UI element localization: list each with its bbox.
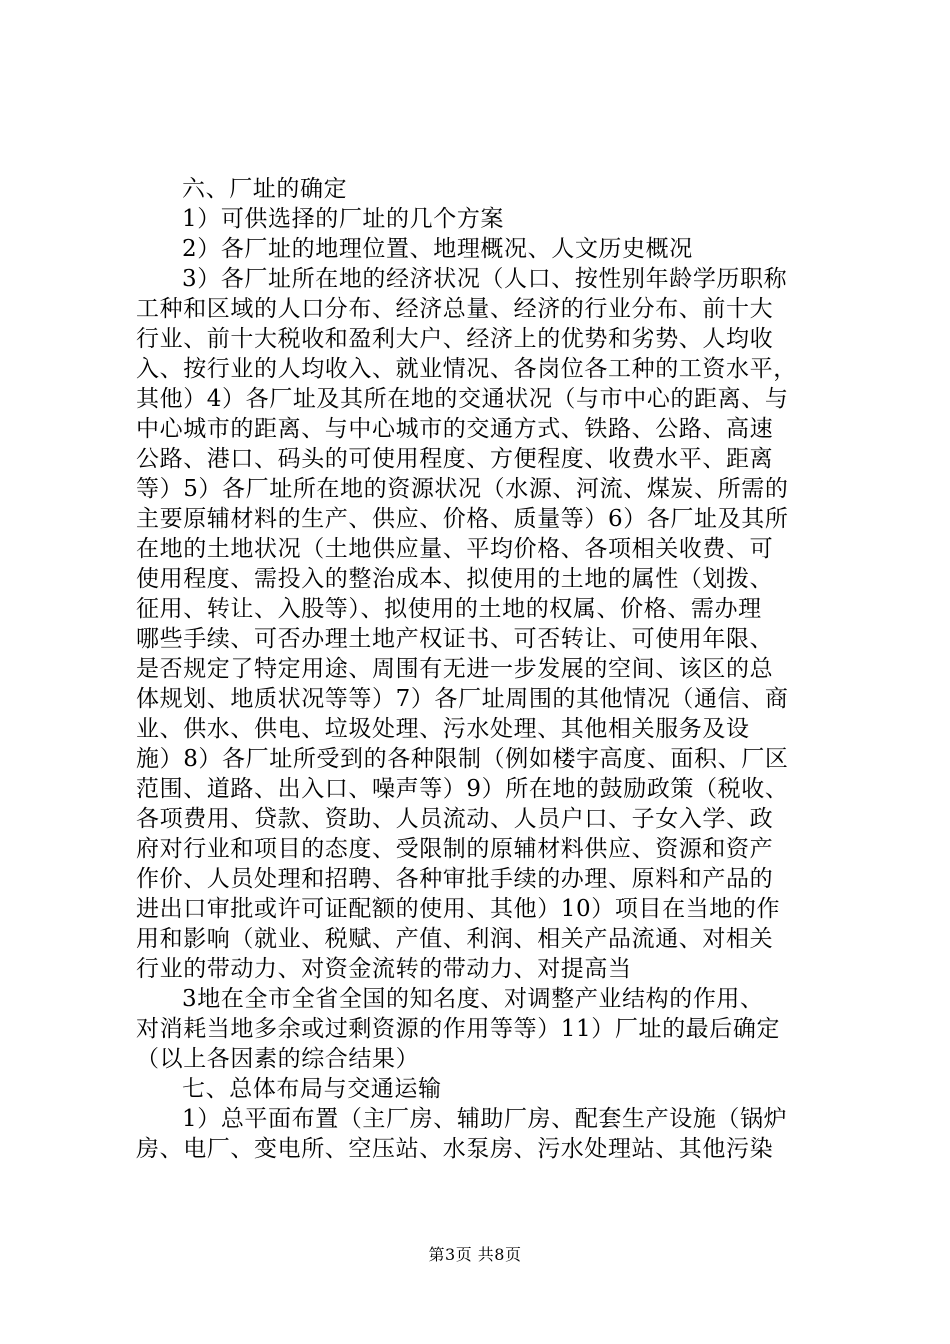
text-line: 府对行业和项目的态度、受限制的原辅材料供应、资源和资产	[136, 836, 774, 862]
text-line: 3）各厂址所在地的经济状况（人口、按性别年龄学历职称	[182, 266, 788, 292]
text-line: 是否规定了特定用途、周围有无进一步发展的空间、该区的总	[136, 656, 774, 682]
text-line: 使用程度、需投入的整治成本、拟使用的土地的属性（划拨、	[136, 566, 774, 592]
text-line: 入、按行业的人均收入、就业情况、各岗位各工种的工资水平，	[136, 356, 797, 382]
text-line: 六、厂址的确定	[182, 176, 348, 202]
text-line: 2）各厂址的地理位置、地理概况、人文历史概况	[182, 236, 693, 262]
text-line: 征用、转让、入股等）、拟使用的土地的权属、价格、需办理	[136, 596, 762, 622]
text-line: 进出口审批或许可证配额的使用、其他）10）项目在当地的作	[136, 896, 781, 922]
text-line: 行业、前十大税收和盈利大户、经济上的优势和劣势、人均收	[136, 326, 774, 352]
text-line: 等）5）各厂址所在地的资源状况（水源、河流、煤炭、所需的	[136, 476, 789, 502]
text-line: 业、供水、供电、垃圾处理、污水处理、其他相关服务及设	[136, 716, 750, 742]
text-line: 七、总体布局与交通运输	[182, 1076, 442, 1102]
text-line: 各项费用、贷款、资助、人员流动、人员户口、子女入学、政	[136, 806, 774, 832]
text-line: 1）总平面布置（主厂房、辅助厂房、配套生产设施（锅炉	[182, 1106, 788, 1132]
text-line: 公路、港口、码头的可使用程度、方便程度、收费水平、距离	[136, 446, 774, 472]
text-line: 对消耗当地多余或过剩资源的作用等等）11）厂址的最后确定	[136, 1016, 781, 1042]
text-line: 主要原辅材料的生产、供应、价格、质量等）6）各厂址及其所	[136, 506, 789, 532]
text-line: 用和影响（就业、税赋、产值、利润、相关产品流通、对相关	[136, 926, 774, 952]
text-line: 在地的土地状况（土地供应量、平均价格、各项相关收费、可	[136, 536, 774, 562]
text-line: 3地在全市全省全国的知名度、对调整产业结构的作用、	[182, 986, 764, 1012]
text-line: 行业的带动力、对资金流转的带动力、对提高当	[136, 956, 632, 982]
text-line: 施）8）各厂址所受到的各种限制（例如楼宇高度、面积、厂区	[136, 746, 789, 772]
text-line: 范围、道路、出入口、噪声等）9）所在地的鼓励政策（税收、	[136, 776, 789, 802]
text-line: （以上各因素的综合结果）	[136, 1046, 420, 1072]
text-line: 作价、人员处理和招聘、各种审批手续的办理、原料和产品的	[136, 866, 774, 892]
text-line: 1）可供选择的厂址的几个方案	[182, 206, 505, 232]
text-line: 中心城市的距离、与中心城市的交通方式、铁路、公路、高速	[136, 416, 774, 442]
text-line: 体规划、地质状况等等）7）各厂址周围的其他情况（通信、商	[136, 686, 789, 712]
text-line: 其他）4）各厂址及其所在地的交通状况（与市中心的距离、与	[136, 386, 789, 412]
text-line: 房、电厂、变电所、空压站、水泵房、污水处理站、其他污染	[136, 1136, 774, 1162]
text-line: 哪些手续、可否办理土地产权证书、可否转让、可使用年限、	[136, 626, 774, 652]
text-line: 工种和区域的人口分布、经济总量、经济的行业分布、前十大	[136, 296, 774, 322]
page-footer: 第3页 共8页	[428, 1245, 522, 1264]
document-body	[136, 174, 836, 1164]
